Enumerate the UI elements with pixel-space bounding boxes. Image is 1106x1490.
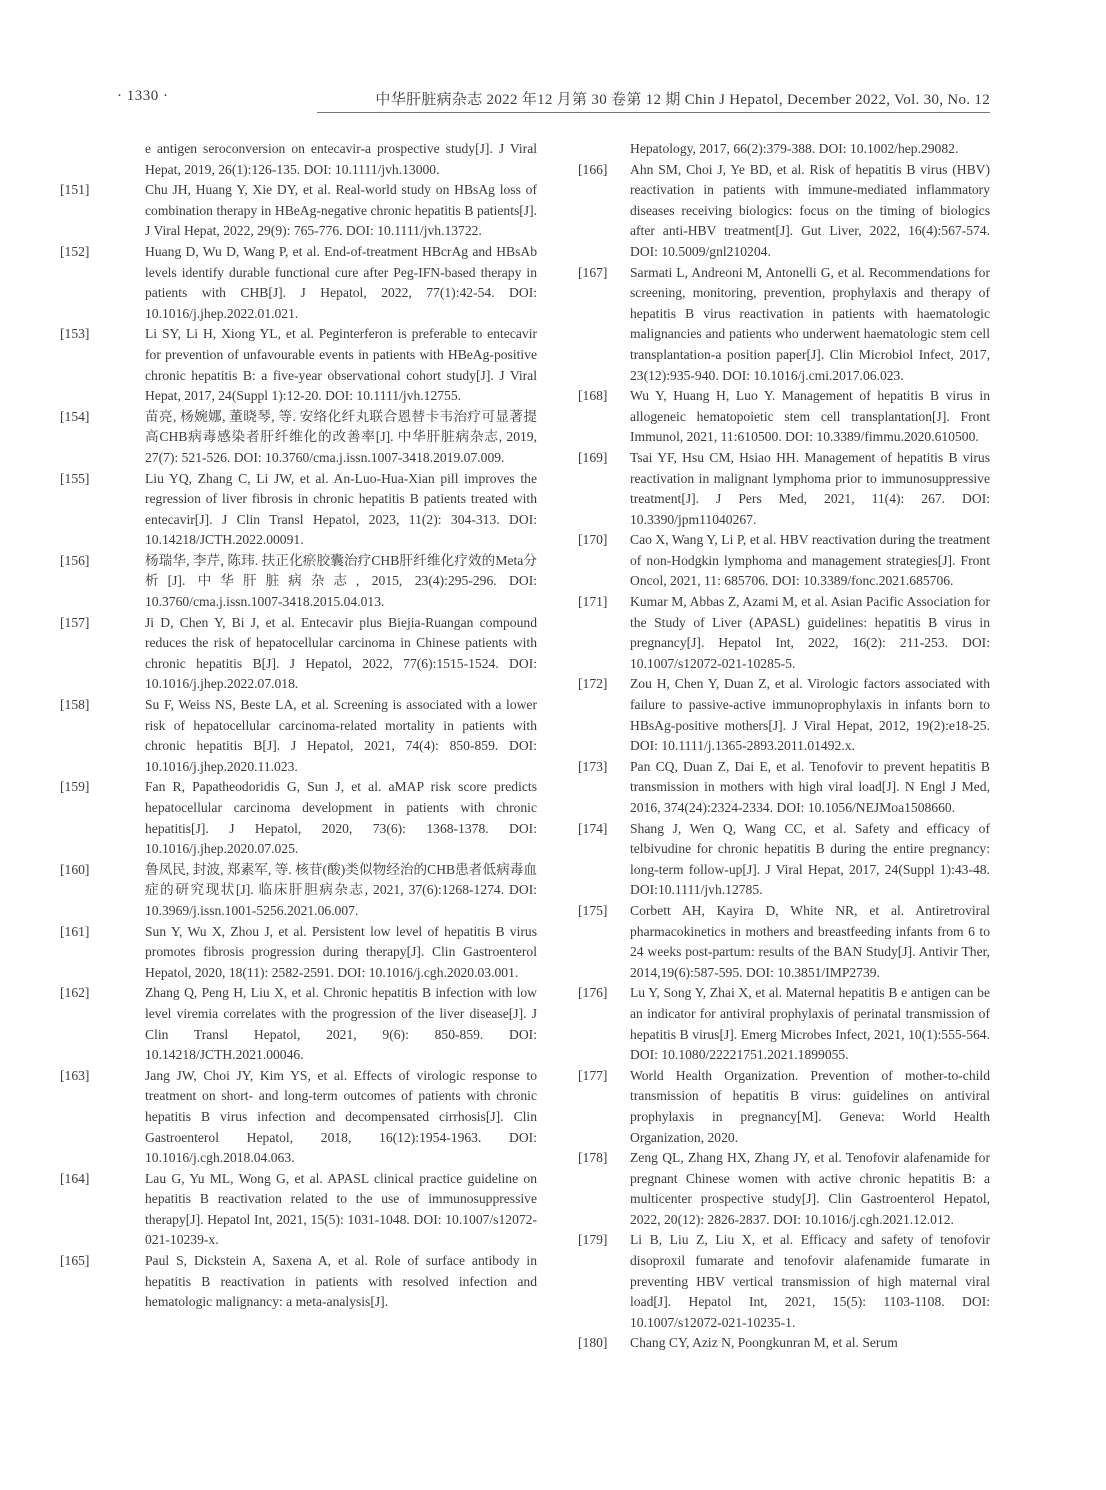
reference-text: Pan CQ, Duan Z, Dai E, et al. Tenofovir to prevent hepatitis B transmission in mothers with high viral load[J]. N Engl J Med, 2016, 374(24):2324-2334. DOI: 10.1056/NEJMoa1508660. xyxy=(630,758,990,815)
reference-number: [161] xyxy=(60,923,90,939)
reference-item xyxy=(578,1066,990,1148)
reference-number: [159] xyxy=(60,779,90,795)
reference-number: [179] xyxy=(578,1232,608,1248)
reference-number: [171] xyxy=(578,594,608,610)
reference-number: [169] xyxy=(578,449,608,465)
reference-list-right xyxy=(578,160,990,1354)
reference-text: Sun Y, Wu X, Zhou J, et al. Persistent low level of hepatitis B virus promotes fibrosis progression during therapy[J]. Clin Gastroenterol Hepatol, 2020, 18(11): 2582-2591. DOI: 10.1016/j.cgh.2020.03.001. xyxy=(145,923,537,980)
reference-number: [152] xyxy=(60,243,90,259)
reference-text: Zhang Q, Peng H, Liu X, et al. Chronic hepatitis B infection with low level viremia correlates with the progression of the liver disease[J]. J Clin Transl Hepatol, 2021, 9(6): 850-859. DOI: 10.14218/JCTH.2021.00046. xyxy=(145,985,537,1063)
reference-number: [165] xyxy=(60,1253,90,1269)
reference-number: [178] xyxy=(578,1150,608,1166)
reference-item xyxy=(578,448,990,530)
reference-number: [174] xyxy=(578,820,608,836)
reference-text: 苗亮, 杨婉娜, 董晓琴, 等. 安络化纤丸联合恩替卡韦治疗可显著提高CHB病毒感染者肝纤维化的改善率[J]. 中华肝脏病杂志, 2019, 27(7): 521-526. DOI: 10.3760/cma.j.issn.1007-3418.2019.07.009. xyxy=(145,408,537,465)
reference-text: Zou H, Chen Y, Duan Z, et al. Virologic factors associated with failure to passive-active immunoprophylaxis in infants born to HBsAg-positive mothers[J]. J Viral Hepat, 2012, 19(2):e18-25. DOI: 10.1111/j.1365-2893.2011.01492.x. xyxy=(630,676,990,754)
reference-number: [172] xyxy=(578,676,608,692)
reference-item xyxy=(578,674,990,756)
reference-number: [170] xyxy=(578,532,608,548)
reference-text: Zeng QL, Zhang HX, Zhang JY, et al. Tenofovir alafenamide for pregnant Chinese women with active chronic hepatitis B: a multicenter prospective study[J]. Clin Gastroenterol Hepatol, 2022, 20(12): 2826-2837. DOI: 10.1016/j.cgh.2021.12.012. xyxy=(630,1150,990,1227)
reference-text: Wu Y, Huang H, Luo Y. Management of hepatitis B virus in allogeneic hematopoietic stem cell transplantation[J]. Front Immunol, 2021, 11:610500. DOI: 10.3389/fimmu.2020.610500. xyxy=(630,388,990,445)
reference-text: 杨瑞华, 李芹, 陈玮. 扶正化瘀胶囊治疗CHB肝纤维化疗效的Meta分析[J]. 中华肝脏病杂志, 2015, 23(4):295-296. DOI: 10.3760/cma.j.issn.1007-3418.2015.04.013. xyxy=(145,552,537,610)
reference-item xyxy=(578,1230,990,1333)
reference-number: [155] xyxy=(60,470,90,486)
reference-number: [162] xyxy=(60,985,90,1001)
reference-item xyxy=(60,695,537,777)
reference-text: Lau G, Yu ML, Wong G, et al. APASL clinical practice guideline on hepatitis B reactivation related to the use of immunosuppressive therapy[J]. Hepatol Int, 2021, 15(5): 1031-1048. DOI: 10.1007/s12072-021-10239-x. xyxy=(145,1170,537,1248)
reference-list-left xyxy=(60,180,537,1313)
reference-number: [163] xyxy=(60,1067,90,1083)
reference-text: Ahn SM, Choi J, Ye BD, et al. Risk of hepatitis B virus (HBV) reactivation in patients with immune-mediated inflammatory diseases receiving biologics: focus on the timing of biologics after anti-HBV treatment[J]. Gut Liver, 2022, 16(4):567-574. DOI: 10.5009/gnl210204. xyxy=(630,161,990,259)
reference-number: [166] xyxy=(578,161,608,177)
reference-number: [176] xyxy=(578,985,608,1001)
reference-number: [164] xyxy=(60,1170,90,1186)
reference-number: [173] xyxy=(578,758,608,774)
reference-text: Cao X, Wang Y, Li P, et al. HBV reactivation during the treatment of non-Hodgkin lymphoma and management strategies[J]. Front Oncol, 2021, 11: 685706. DOI: 10.3389/fonc.2021.685706. xyxy=(630,532,990,589)
reference-item xyxy=(60,1169,537,1251)
left-column xyxy=(60,139,537,1313)
reference-number: [167] xyxy=(578,264,608,280)
reference-number: [154] xyxy=(60,408,90,424)
reference-item xyxy=(60,860,537,922)
reference-text: Sarmati L, Andreoni M, Antonelli G, et al. Recommendations for screening, monitoring, prevention, prophylaxis and therapy of hepatitis B virus reactivation in patients with haematologic malignancies and patients who underwent haematologic stem cell transplantation-a position paper[J]. Clin Microbiol Infect, 2017, 23(12):935-940. DOI: 10.1016/j.cmi.2017.06.023. xyxy=(630,264,990,383)
reference-text: Ji D, Chen Y, Bi J, et al. Entecavir plus Biejia-Ruangan compound reduces the risk of hepatocellular carcinoma in Chinese patients with chronic hepatitis B[J]. J Hepatol, 2022, 77(6):1515-1524. DOI: 10.1016/j.jhep.2022.07.018. xyxy=(145,614,537,692)
reference-item xyxy=(60,324,537,406)
page-header xyxy=(117,88,990,114)
reference-number: [175] xyxy=(578,902,608,918)
reference-item xyxy=(578,530,990,592)
reference-item xyxy=(60,777,537,859)
reference-item xyxy=(60,469,537,551)
reference-item xyxy=(60,242,537,324)
reference-item xyxy=(60,180,537,242)
reference-number: [160] xyxy=(60,861,90,877)
reference-text: Chang CY, Aziz N, Poongkunran M, et al. Serum xyxy=(630,1335,898,1351)
reference-item xyxy=(60,922,537,984)
reference-item xyxy=(60,551,537,613)
reference-number: [168] xyxy=(578,388,608,404)
reference-item xyxy=(578,1333,990,1354)
reference-text: Kumar M, Abbas Z, Azami M, et al. Asian Pacific Association for the Study of Liver (APASL) guidelines: hepatitis B virus in pregnancy[J]. Hepatol Int, 2022, 16(2): 211-253. DOI: 10.1007/s12072-021-10285-5. xyxy=(630,594,990,671)
reference-item xyxy=(578,983,990,1065)
reference-item xyxy=(578,1148,990,1230)
reference-number: [177] xyxy=(578,1067,608,1083)
reference-number: [180] xyxy=(578,1335,608,1351)
reference-text: Tsai YF, Hsu CM, Hsiao HH. Management of hepatitis B virus reactivation in malignant lymphoma prior to immunosuppressive treatment[J]. J Pers Med, 2021, 11(4): 267. DOI: 10.3390/jpm11040267. xyxy=(630,449,990,527)
reference-item xyxy=(578,160,990,263)
reference-text: 鲁凤民, 封波, 郑素军, 等. 核苷(酸)类似物经治的CHB患者低病毒血症的研究现状[J]. 临床肝胆病杂志, 2021, 37(6):1268-1274. DOI: 10.3969/j.issn.1001-5256.2021.06.007. xyxy=(145,861,537,918)
reference-text: Chu JH, Huang Y, Xie DY, et al. Real-world study on HBsAg loss of combination therapy in HBeAg-negative chronic hepatitis B patients[J]. J Viral Hepat, 2022, 29(9): 765-776. DOI: 10.1111/jvh.13722. xyxy=(145,182,537,239)
reference-item xyxy=(578,757,990,819)
reference-continuation: e antigen seroconversion on entecavir-a prospective study[J]. J Viral Hepat, 2019, 26(1):126-135. DOI: 10.1111/jvh.13000. xyxy=(145,141,537,177)
reference-text: Huang D, Wu D, Wang P, et al. End-of-treatment HBcrAg and HBsAb levels identify durable functional cure after Peg-IFN-based therapy in patients with CHB[J]. J Hepatol, 2022, 77(1):42-54. DOI: 10.1016/j.jhep.2022.01.021. xyxy=(145,243,537,321)
reference-text: Li SY, Li H, Xiong YL, et al. Peginterferon is preferable to entecavir for prevention of unfavourable events in patients with HBeAg-positive chronic hepatitis B: a five-year observational cohort study[J]. J Viral Hepat, 2017, 24(Suppl 1):12-20. DOI: 10.1111/jvh.12755. xyxy=(145,326,537,404)
reference-number: [157] xyxy=(60,614,90,630)
reference-number: [153] xyxy=(60,326,90,342)
right-column xyxy=(578,139,990,1354)
reference-continuation: Hepatology, 2017, 66(2):379-388. DOI: 10.1002/hep.29082. xyxy=(630,141,959,156)
reference-number: [151] xyxy=(60,182,90,198)
reference-item xyxy=(60,407,537,469)
reference-text: Paul S, Dickstein A, Saxena A, et al. Role of surface antibody in hepatitis B reactivation in patients with resolved infection and hematologic malignancy: a meta-analysis[J]. xyxy=(145,1253,537,1310)
reference-item xyxy=(578,592,990,674)
header-rule xyxy=(317,112,990,113)
reference-item xyxy=(60,1066,537,1169)
reference-item xyxy=(60,1251,537,1313)
reference-item xyxy=(578,901,990,983)
reference-item xyxy=(578,819,990,901)
reference-text: Lu Y, Song Y, Zhai X, et al. Maternal hepatitis B e antigen can be an indicator for antiviral prophylaxis of perinatal transmission of hepatitis B virus[J]. Emerg Microbes Infect, 2021, 10(1):555-564. DOI: 10.1080/22221751.2021.1899055. xyxy=(630,985,990,1063)
reference-item xyxy=(578,386,990,448)
reference-item xyxy=(60,983,537,1065)
reference-item xyxy=(60,613,537,695)
reference-item xyxy=(578,263,990,387)
reference-text: Shang J, Wen Q, Wang CC, et al. Safety and efficacy of telbivudine for chronic hepatitis B during the entire pregnancy: long-term follow-up[J]. J Viral Hepat, 2017, 24(Suppl 1):43-48. DOI:10.1111/jvh.12785. xyxy=(630,820,990,898)
reference-text: Corbett AH, Kayira D, White NR, et al. Antiretroviral pharmacokinetics in mothers and breastfeeding infants from 6 to 24 weeks post-partum: results of the BAN Study[J]. Antivir Ther, 2014,19(6):587-595. DOI: 10.3851/IMP2739. xyxy=(630,902,990,980)
running-head: 中华肝脏病杂志 2022 年12 月第 30 卷第 12 期 Chin J Hepatol, December 2022, Vol. 30, No. 12 xyxy=(375,92,990,108)
reference-text: Liu YQ, Zhang C, Li JW, et al. An-Luo-Hua-Xian pill improves the regression of liver fibrosis in chronic hepatitis B patients treated with entecavir[J]. J Clin Transl Hepatol, 2023, 11(2): 304-313. DOI: 10.14218/JCTH.2022.00091. xyxy=(145,470,537,548)
reference-text: Fan R, Papatheodoridis G, Sun J, et al. aMAP risk score predicts hepatocellular carcinoma development in patients with chronic hepatitis[J]. J Hepatol, 2020, 73(6): 1368-1378. DOI: 10.1016/j.jhep.2020.07.025. xyxy=(145,779,537,857)
page-number: · 1330 · xyxy=(117,88,169,104)
reference-text: World Health Organization. Prevention of mother-to-child transmission of hepatitis B virus: guidelines on antiviral prophylaxis in pregnancy[M]. Geneva: World Health Organization, 2020. xyxy=(630,1067,990,1145)
reference-text: Li B, Liu Z, Liu X, et al. Efficacy and safety of tenofovir disoproxil fumarate and tenofovir alafenamide fumarate in preventing HBV vertical transmission of high maternal viral load[J]. Hepatol Int, 2021, 15(5): 1103-1108. DOI: 10.1007/s12072-021-10235-1. xyxy=(630,1232,990,1330)
reference-number: [156] xyxy=(60,552,90,568)
reference-number: [158] xyxy=(60,697,90,713)
reference-text: Jang JW, Choi JY, Kim YS, et al. Effects of virologic response to treatment on short- and long-term outcomes of patients with chronic hepatitis B virus infection and decompensated cirrhosis[J]. Clin Gastroenterol Hepatol, 2018, 16(12):1954-1963. DOI: 10.1016/j.cgh.2018.04.063. xyxy=(145,1067,537,1166)
reference-text: Su F, Weiss NS, Beste LA, et al. Screening is associated with a lower risk of hepatocellular carcinoma-related mortality in patients with chronic hepatitis B[J]. J Hepatol, 2021, 74(4): 850-859. DOI: 10.1016/j.jhep.2020.11.023. xyxy=(145,697,537,774)
